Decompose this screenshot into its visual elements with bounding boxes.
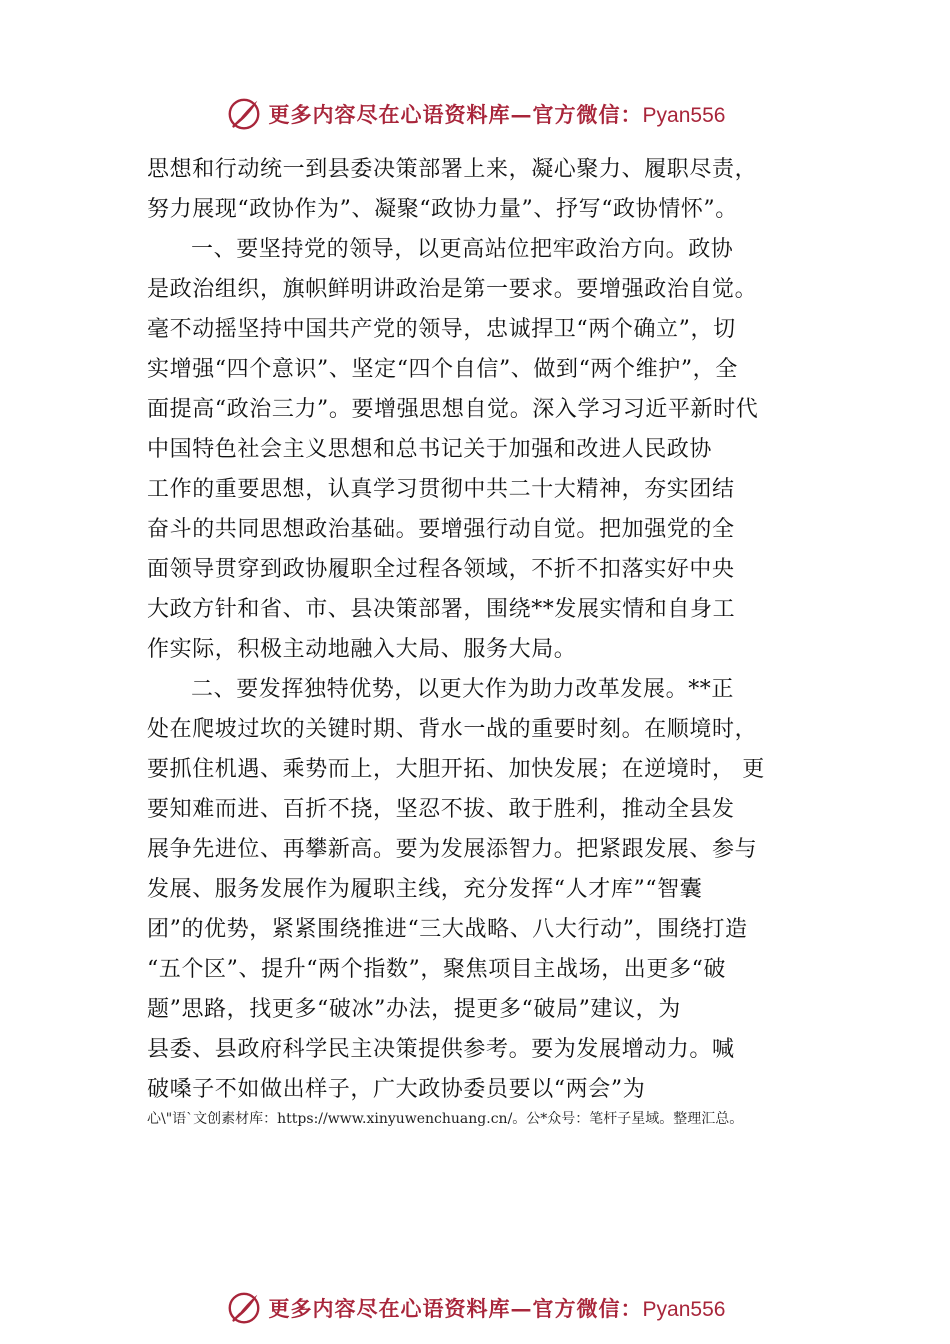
section-heading-line: 一、要坚持党的领导，以更高站位把牢政治方向。政协 — [191, 237, 734, 262]
body-line: 奋斗的共同思想政治基础。要增强行动自觉。把加强党的全 — [147, 517, 735, 542]
body-line: 面领导贯穿到政协履职全过程各领域，不折不扣落实好中央 — [147, 557, 735, 582]
body-line: 毫不动摇坚持中国共产党的领导，忠诚捍卫“两个确立”，切 — [147, 317, 736, 342]
source-note: 心\"语`文创素材库：https://www.xinyuwenchuang.cn/。公*众号：笔杆子星域。整理汇总。 — [147, 1111, 744, 1127]
body-line: 思想和行动统一到县委决策部署上来，凝心聚力、履职尽责， — [147, 157, 758, 182]
body-line: 中国特色社会主义思想和总书记关于加强和改进人民政协 — [147, 437, 713, 462]
body-line: 努力展现“政协作为”、凝聚“政协力量”、抒写“政协情怀”。 — [147, 197, 738, 222]
wechat-id: Pyan556 — [642, 104, 726, 127]
quill-logo-icon — [225, 95, 263, 133]
body-line: 实增强“四个意识”、坚定“四个自信”、做到“两个维护”，全 — [147, 357, 738, 382]
body-line: 处在爬坡过坎的关键时期、背水一战的重要时刻。在顺境时， — [147, 717, 758, 742]
section-heading-line: 二、要发挥独特优势，以更大作为助力改革发展。**正 — [191, 677, 735, 702]
body-line: 团”的优势，紧紧围绕推进“三大战略、八大行动”，围绕打造 — [147, 917, 748, 942]
document-body — [147, 150, 827, 1110]
body-line: 展争先进位、再攀新高。要为发展添智力。把紧跟发展、参与 — [147, 837, 758, 862]
footer-banner-text: 更多内容尽在心语资料库—官方微信：Pyan556 — [268, 1296, 726, 1321]
body-line: 面提高“政治三力”。要增强思想自觉。深入学习习近平新时代 — [147, 397, 759, 422]
body-line: 大政方针和省、市、县决策部署，围绕**发展实情和自身工 — [147, 597, 736, 622]
body-line: 要知难而进、百折不挠，坚忍不拔、敢于胜利，推动全县发 — [147, 797, 735, 822]
body-line: 要抓住机遇、乘势而上，大胆开拓、加快发展；在逆境时， 更 — [147, 757, 765, 782]
body-line: 破嗓子不如做出样子，广大政协委员要以“两会”为 — [147, 1077, 646, 1102]
header-banner — [0, 92, 950, 136]
body-line: 题”思路，找更多“破冰”办法，提更多“破局”建议，为 — [147, 997, 681, 1022]
quill-logo-icon — [225, 1289, 263, 1327]
header-banner-text: 更多内容尽在心语资料库—官方微信：Pyan556 — [268, 102, 726, 127]
body-line: 工作的重要思想，认真学习贯彻中共二十大精神，夯实团结 — [147, 477, 735, 502]
body-line: “五个区”、提升“两个指数”，聚焦项目主战场，出更多“破 — [147, 957, 727, 982]
footer-banner — [0, 1286, 950, 1330]
body-line: 县委、县政府科学民主决策提供参考。要为发展增动力。喊 — [147, 1037, 735, 1062]
body-line: 是政治组织，旗帜鲜明讲政治是第一要求。要增强政治自觉。 — [147, 277, 758, 302]
wechat-id: Pyan556 — [642, 1298, 726, 1321]
body-line: 发展、服务发展作为履职主线，充分发挥“人才库”“智囊 — [147, 877, 703, 902]
body-line: 作实际，积极主动地融入大局、服务大局。 — [147, 637, 577, 662]
